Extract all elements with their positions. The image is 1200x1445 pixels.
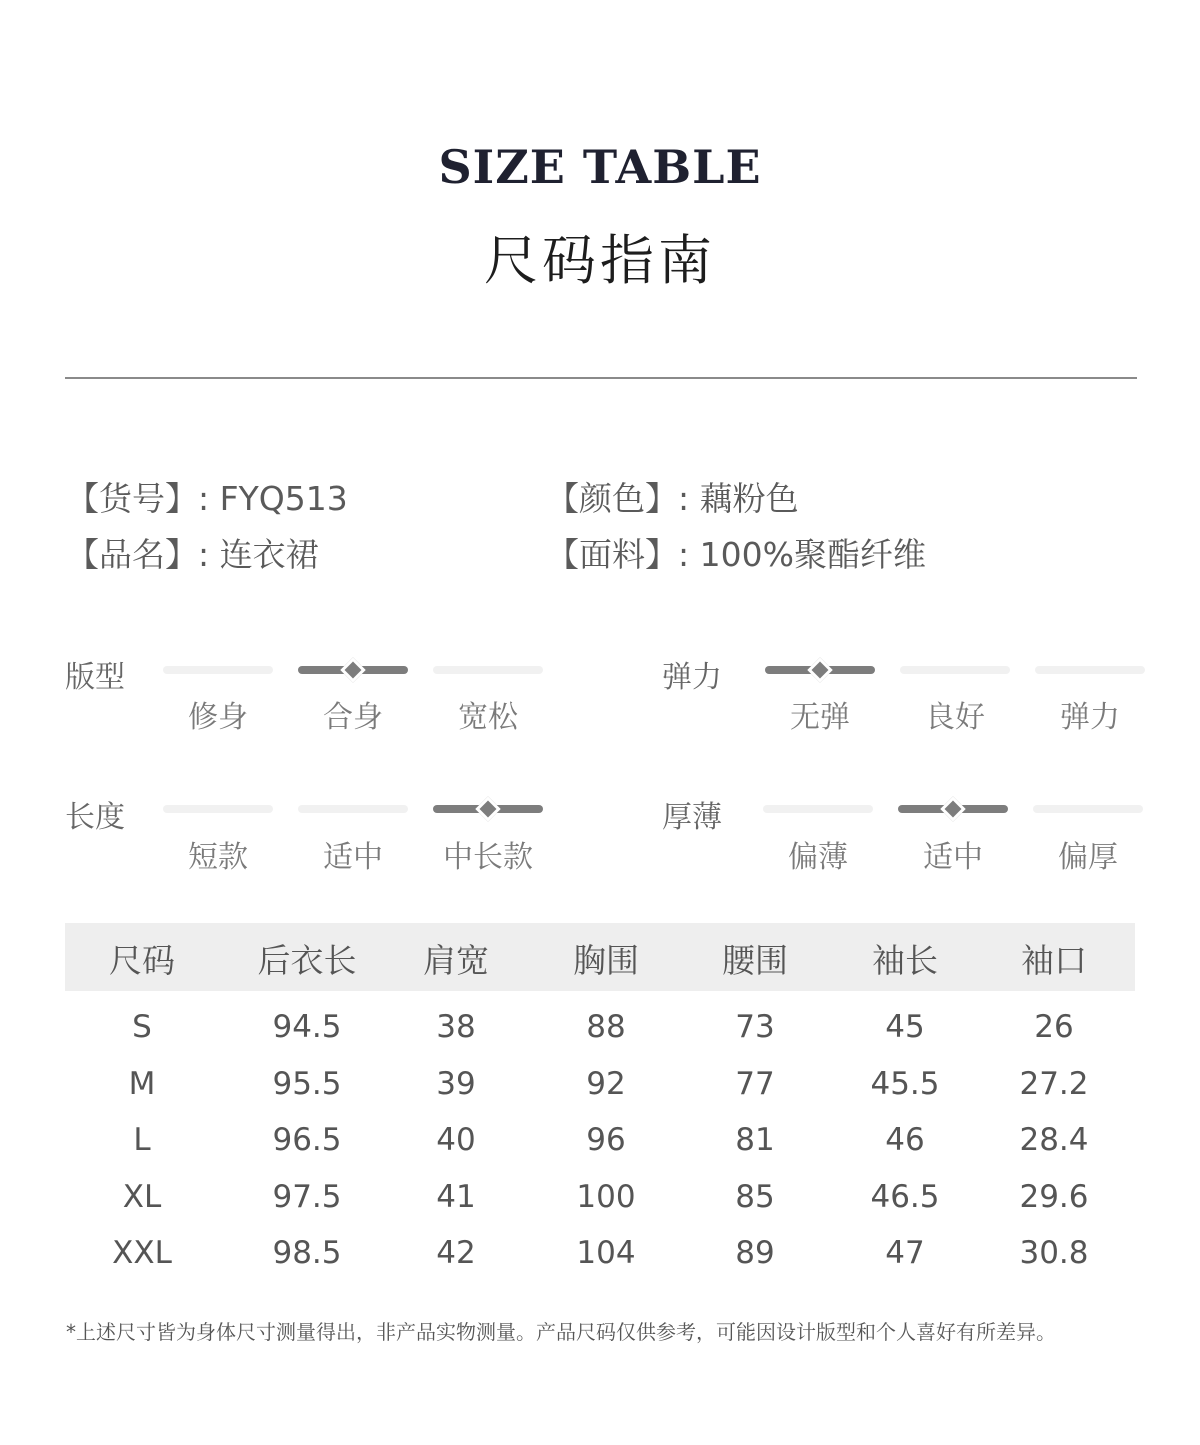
table-size-cell: XL <box>122 1178 162 1215</box>
title-divider <box>65 377 1137 379</box>
elasticity-option-2: 良好 <box>925 700 985 735</box>
fit-segment-3 <box>433 666 543 674</box>
fit-option-1: 修身 <box>188 700 248 735</box>
table-value-cell: 88 <box>586 1009 626 1045</box>
table-size-cell: S <box>132 1009 152 1045</box>
table-value-cell: 29.6 <box>1019 1178 1089 1215</box>
table-value-cell: 26 <box>1034 1009 1074 1045</box>
table-value-cell: 46.5 <box>870 1178 940 1215</box>
fit-segment-1 <box>163 666 273 674</box>
table-size-cell: M <box>128 1065 156 1102</box>
page-title-chinese: 尺码指南 <box>484 229 716 292</box>
length-option-1: 短款 <box>188 840 248 875</box>
table-value-cell: 97.5 <box>272 1178 342 1215</box>
length-segment-1 <box>163 805 273 813</box>
page-title-english: SIZE TABLE <box>438 140 762 194</box>
fit-option-2: 合身 <box>323 700 383 735</box>
elasticity-segment-3 <box>1035 666 1145 674</box>
table-value-cell: 96 <box>586 1122 626 1158</box>
table-header-cell: 尺码 <box>109 941 175 980</box>
table-value-cell: 98.5 <box>272 1235 342 1271</box>
length-segment-3-selected <box>433 805 543 813</box>
table-value-cell: 81 <box>735 1122 775 1158</box>
table-value-cell: 94.5 <box>272 1009 342 1045</box>
table-value-cell: 95.5 <box>272 1065 342 1102</box>
table-value-cell: 47 <box>885 1235 925 1271</box>
fit-option-3: 宽松 <box>458 700 518 735</box>
table-header-cell: 腰围 <box>722 941 788 980</box>
table-size-cell: L <box>133 1122 151 1158</box>
table-value-cell: 73 <box>735 1009 775 1045</box>
size-disclaimer-note: *上述尺寸皆为身体尺寸测量得出，非产品实物测量。产品尺码仅供参考，可能因设计版型和个人喜好有所差异。 <box>66 1320 1056 1344</box>
table-value-cell: 104 <box>576 1235 636 1271</box>
item-name: 【品名】: 连衣裙 <box>66 535 319 574</box>
item-fabric: 【面料】: 100%聚酯纤维 <box>546 535 926 574</box>
table-value-cell: 77 <box>735 1065 775 1102</box>
table-value-cell: 45.5 <box>870 1065 940 1102</box>
table-header-cell: 袖口 <box>1021 941 1087 980</box>
fit-label: 版型 <box>65 660 125 695</box>
fit-segment-2-selected <box>298 666 408 674</box>
table-value-cell: 89 <box>735 1235 775 1271</box>
table-value-cell: 28.4 <box>1019 1122 1089 1158</box>
elasticity-option-3: 弹力 <box>1060 700 1120 735</box>
table-value-cell: 100 <box>576 1178 636 1215</box>
table-value-cell: 30.8 <box>1019 1235 1089 1271</box>
table-value-cell: 38 <box>436 1009 476 1045</box>
table-value-cell: 41 <box>436 1178 476 1215</box>
thickness-option-2: 适中 <box>923 840 983 875</box>
thickness-segment-3 <box>1033 805 1143 813</box>
table-header-cell: 后衣长 <box>257 941 357 980</box>
table-value-cell: 42 <box>436 1235 476 1271</box>
table-value-cell: 85 <box>735 1178 775 1215</box>
item-number: 【货号】: FYQ513 <box>66 479 348 518</box>
elasticity-segment-2 <box>900 666 1010 674</box>
thickness-label: 厚薄 <box>662 800 722 835</box>
table-value-cell: 27.2 <box>1019 1065 1089 1102</box>
item-color: 【颜色】: 藕粉色 <box>546 479 799 518</box>
length-label: 长度 <box>65 800 125 835</box>
length-option-2: 适中 <box>323 840 383 875</box>
table-value-cell: 46 <box>885 1122 925 1158</box>
table-size-cell: XXL <box>112 1235 172 1271</box>
length-option-3: 中长款 <box>443 840 533 875</box>
table-header-cell: 肩宽 <box>423 941 489 980</box>
table-value-cell: 96.5 <box>272 1122 342 1158</box>
table-value-cell: 45 <box>885 1009 925 1045</box>
thickness-option-3: 偏厚 <box>1058 840 1118 875</box>
table-value-cell: 40 <box>436 1122 476 1158</box>
elasticity-option-1: 无弹 <box>790 700 850 735</box>
elasticity-segment-1-selected <box>765 666 875 674</box>
table-value-cell: 92 <box>586 1065 626 1102</box>
length-segment-2 <box>298 805 408 813</box>
thickness-segment-2-selected <box>898 805 1008 813</box>
elasticity-label: 弹力 <box>662 660 722 695</box>
table-header-cell: 胸围 <box>573 941 639 980</box>
table-header-cell: 袖长 <box>872 941 938 980</box>
thickness-segment-1 <box>763 805 873 813</box>
thickness-option-1: 偏薄 <box>788 840 848 875</box>
table-value-cell: 39 <box>436 1065 476 1102</box>
